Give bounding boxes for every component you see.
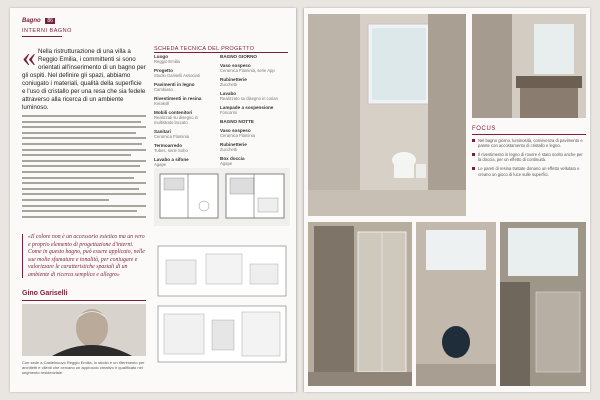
author-bio: Con sede a Castelnuovo Reggio Emilia, lo studio è un riferimento per architetti e clienti che cercano un approccio creativo e qualificato nel segmento residenziale. — [22, 360, 145, 375]
left-page — [10, 8, 296, 392]
scheda-item — [154, 157, 218, 167]
page-number: 86 — [47, 18, 53, 24]
scheda-item-title: Pavimenti in legno — [154, 82, 195, 87]
focus-item-text: Le pareti di resina trattate donano un effetto vellutato e creano un gioco di luce sulle superfici. — [478, 166, 580, 177]
scheda-item-value: Agape — [154, 162, 167, 167]
scheda-item-value: Zucchetti — [220, 82, 237, 87]
focus-item — [472, 152, 586, 162]
scheda-item — [220, 54, 284, 59]
focus-rule — [472, 134, 586, 135]
scheda-item-value: Ceramica Flaminia — [220, 133, 255, 138]
scheda-item-title: BAGNO NOTTE — [220, 119, 254, 124]
scheda-item — [220, 119, 284, 124]
scheda-item-value: Agape — [220, 161, 233, 166]
author-rule — [22, 300, 146, 301]
scheda-item — [220, 63, 284, 73]
scheda-item-title: Rivestimenti in resina — [154, 96, 202, 101]
scheda-item-title: Lavabo a sifone — [154, 157, 189, 162]
scheda-item — [154, 54, 218, 64]
pull-quote: «Il colore non è un accessorio estetico ma un vero e proprio elemento di progettazione d'interni. Come in questo bagno, può essere applicato, nelle sue molte sfumature e tonalità, per coniugare e valorizzare le caratteristiche spaziali di un ambiente di ricerca semplice e allegro» — [28, 234, 145, 278]
focus-box — [472, 126, 586, 181]
article-text-lines — [22, 115, 146, 218]
scheda-item — [154, 129, 218, 139]
scheda-item — [154, 82, 218, 92]
scheda-item-value: Studio Gariselli Associati — [154, 73, 200, 78]
author-portrait — [22, 304, 146, 356]
scheda-item-title: BAGNO GIORNO — [220, 54, 258, 59]
floor-plans — [154, 168, 290, 226]
scheda-item-value: Reggio Emilia — [154, 59, 180, 64]
scheda-item-title: Lampade a sospensione — [220, 105, 274, 110]
scheda-title: SCHEDA TECNICA DEL PROGETTO — [154, 46, 255, 52]
scheda-item-value: Realizzato su disegno in corian — [220, 96, 278, 101]
scheda-item-title: Vaso sospeso — [220, 63, 251, 68]
bullet-square-icon — [472, 153, 475, 156]
scheda-item — [220, 91, 284, 101]
scheda-item-title: Rubinetterie — [220, 142, 247, 147]
bathroom-photo-bottom-right — [500, 222, 586, 386]
pull-quote-bar — [22, 234, 23, 278]
elevation-drawings — [154, 240, 290, 370]
section-label: INTERNI BAGNO — [22, 28, 72, 34]
bathroom-photo-bottom-center — [416, 222, 496, 386]
scheda-item-title: Vaso sospeso — [220, 128, 251, 133]
bathroom-photo-main — [308, 14, 466, 216]
focus-item — [472, 166, 586, 176]
scheda-item-value: Foscarini — [220, 110, 237, 115]
scheda-item — [220, 105, 284, 115]
focus-item-text: Il rivestimento in legno di rovere è stato scelto anche per la doccia, per un effetto di continuità. — [478, 151, 583, 163]
focus-item — [472, 138, 586, 148]
magazine-name: Bagno — [22, 18, 41, 24]
bullet-square-icon — [472, 139, 475, 142]
scheda-item-value: Ceramica Flaminia, serie App — [220, 68, 275, 73]
bathroom-photo-bottom-left — [308, 222, 412, 386]
scheda-item-value: Kerakoll — [154, 101, 170, 106]
scheda-item — [220, 156, 284, 166]
focus-title: FOCUS — [472, 126, 496, 132]
scheda-item-value: Realizzati su disegno in multistrato laccato — [154, 115, 198, 125]
scheda-item-title: Rubinetterie — [220, 77, 247, 82]
open-quote-icon: « — [22, 48, 36, 73]
scheda-item-value: Zucchetti — [220, 147, 237, 152]
bathroom-photo-top-right — [472, 14, 586, 118]
author-name: Gino Gariselli — [22, 290, 68, 297]
scheda-item — [154, 110, 218, 125]
scheda-item-title: Progetto — [154, 68, 173, 73]
scheda-rule — [154, 52, 288, 53]
scheda-item — [154, 68, 218, 78]
scheda-item — [220, 128, 284, 138]
page-header — [22, 18, 55, 24]
scheda-item-title: Termoarredo — [154, 143, 182, 148]
scheda-item-title: Luogo — [154, 54, 169, 59]
scheda-item-value: Cambiaso — [154, 87, 173, 92]
scheda-tecnica — [154, 54, 288, 167]
scheda-item-title: Sanitari — [154, 129, 171, 134]
page-gutter — [296, 8, 304, 392]
scheda-item — [220, 142, 284, 152]
scheda-item-value: Tubes, serie Soho — [154, 148, 188, 153]
focus-item-text: Nel bagno giorno, luminosità, convivenza di pavimento e parete con accostamento di cristallo e legno. — [478, 137, 583, 148]
scheda-item-title: Lavabo — [220, 91, 237, 96]
scheda-item — [154, 143, 218, 153]
article-body — [22, 48, 146, 218]
article-lead: Nella ristrutturazione di una villa a Reggio Emilia, i committenti si sono orientati all'inserimento di un bagno per gli ospiti. Nel definire gli spazi, abbiamo coniugato i materiali, qualità della superficie e l'uso di cristallo per una resa che sia fedele attraverso alla ricerca di un ambiente luminoso. — [22, 48, 146, 111]
scheda-item-title: Mobili contenitori — [154, 110, 193, 115]
bullet-square-icon — [472, 167, 475, 170]
right-page — [304, 8, 590, 392]
section-rule — [22, 36, 62, 37]
scheda-item-title: Box doccia — [220, 156, 245, 161]
scheda-item — [154, 96, 218, 106]
scheda-item-value: Ceramica Flaminia — [154, 134, 189, 139]
scheda-item — [220, 77, 284, 87]
